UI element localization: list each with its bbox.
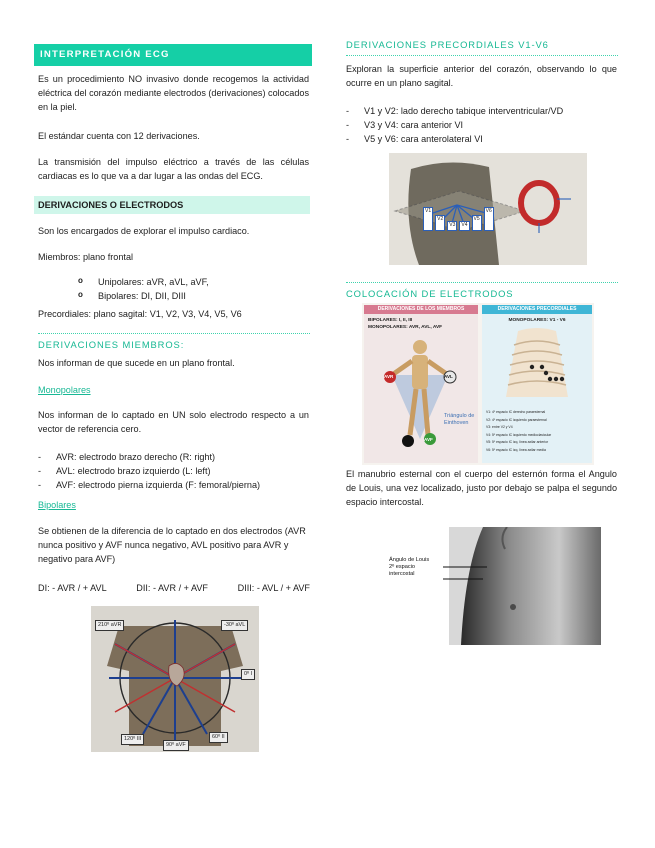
bipolares-item: o Bipolares: DI, DII, DIII <box>78 289 308 303</box>
avl-tag: AVL <box>444 374 453 379</box>
torso-v5: V5 <box>472 215 482 231</box>
legend-v6: V6: 5º espacio IC izq. línea axilar media <box>486 447 546 452</box>
legend-v1: V1: 4º espacio IC derecho paraesternal <box>486 410 546 414</box>
bipolares-text: Se obtienen de la diferencia de lo captado en dos electrodos (AVR nunca positivo y AVF nunca negativo, AVL positivo para AVR y negativo para AVF) <box>38 526 306 565</box>
louis-label: Ángulo de Louis <box>389 557 430 563</box>
page-title: INTERPRETACIÓN ECG <box>34 44 312 66</box>
louis-angle-photo <box>387 527 601 645</box>
intro-paragraph: Es un procedimiento NO invasivo donde recogemos la actividad eléctrica del corazón mediante electrodos (derivaciones) colocados en la piel. <box>38 74 309 113</box>
precordiales-plane-text: Precordiales: plano sagital: V1, V2, V3, V4, V5, V6 <box>38 309 242 319</box>
precordial-monopolar-text: MONOPOLARES: V1 - V6 <box>508 318 566 323</box>
monopolares-text: Nos informan de lo captado en UN solo electrodo respecto a un vector de referencia cero. <box>38 410 309 435</box>
v3-v4-item: - V3 y V4: cara anterior VI <box>346 118 618 132</box>
formula-diii: DIII: - AVL / + AVF <box>237 583 310 593</box>
monopolares-link[interactable]: Monopolares <box>38 385 91 395</box>
v3-dot <box>544 371 548 375</box>
precordiales-text: Exploran la superficie anterior del corazón, observando lo que ocurre en un plano sagital. <box>346 64 617 89</box>
torso-v3: V3 <box>447 221 457 231</box>
avr-item: - AVR: electrodo brazo derecho (R: right) <box>38 450 310 464</box>
limb-monopolar-text: MONOPOLARES: AVR, AVL, AVF <box>368 325 443 330</box>
miembros-text: Nos informan de que sucede en un plano frontal. <box>38 358 235 368</box>
label-90-avf: 90º aVF <box>163 740 189 751</box>
mannequin-svg <box>364 335 478 463</box>
photo-labels <box>389 557 429 575</box>
avl-item: - AVL: electrodo brazo izquierdo (L: left) <box>38 464 310 478</box>
ribcage-svg <box>488 327 586 401</box>
formula-dii: DII: - AVR / + AVF <box>136 583 208 593</box>
ground-electrode <box>402 435 414 447</box>
louis-angle-text: El manubrio esternal con el cuerpo del esternón forma el Angulo de Louis, una vez localizado, justo por debajo se palpa el segundo espacio intercostal. <box>346 469 617 508</box>
torso-lead-labels <box>423 207 494 231</box>
precordial-leads-list <box>346 104 618 146</box>
section-precordiales-heading: DERIVACIONES PRECORDIALES V1-V6 <box>346 38 618 56</box>
label-60-ii: 60º II <box>209 732 228 743</box>
nipple <box>510 604 516 610</box>
impulse-paragraph: La transmisión del impulso eléctrico a través de las células cardiacas es lo que va a dar lugar a las ondas del ECG. <box>38 157 309 182</box>
v5-v6-item: - V5 y V6: cara anterolateral VI <box>346 132 618 146</box>
legend-v3: V3: entre V2 y V4 <box>486 425 513 429</box>
avf-item: - AVF: electrodo pierna izquierda (F: femoral/pierna) <box>38 478 310 492</box>
label-120-iii: 120º III <box>121 734 144 745</box>
chest-profile <box>461 527 601 645</box>
limb-lead-types-list <box>78 275 308 303</box>
torso-v2: V2 <box>435 215 445 231</box>
v2-dot <box>540 365 544 369</box>
intercostal-label: intercostal <box>389 571 415 575</box>
legend-v2: V2: 4º espacio IC izquierdo paraesternal <box>486 417 547 422</box>
mannequin-head <box>413 340 427 354</box>
v1-dot <box>530 365 534 369</box>
hexaxial-diagram <box>91 606 259 752</box>
v5-dot <box>554 377 558 381</box>
precordial-legend <box>486 409 590 454</box>
label-neg30-avl: -30º aVL <box>221 620 248 631</box>
limb-leads-header: DERIVACIONES DE LOS MIEMBROS <box>364 305 478 314</box>
precordial-leads-panel <box>482 305 592 463</box>
v4-dot <box>548 377 552 381</box>
formula-di: DI: - AVR / + AVL <box>38 583 107 593</box>
electrodos-text: Son los encargados de explorar el impulso cardiaco. <box>38 226 250 236</box>
torso-v1: V1 <box>423 207 433 231</box>
torso-v4: V4 <box>459 221 469 231</box>
mannequin-body <box>412 355 428 389</box>
avf-tag: AVF <box>424 437 433 442</box>
avr-tag: AVR <box>384 374 394 379</box>
precordial-torso-image <box>389 153 587 265</box>
label-210-avr: 210º aVR <box>95 620 124 631</box>
torso-v6: V6 <box>484 207 494 231</box>
limb-bipolar-text: BIPOLARES: I, II, III <box>368 318 413 323</box>
section-miembros-heading: DERIVACIONES MIEMBROS: <box>38 333 310 353</box>
legend-v5: V5: 5º espacio IC izq. línea axilar anterior <box>486 440 549 444</box>
unipolares-item: o Unipolares: aVR, aVL, aVF, <box>78 275 308 289</box>
limb-leads-panel <box>364 305 478 463</box>
einthoven-label: Triángulo de Einthoven <box>444 413 475 426</box>
bipolar-formulas <box>38 581 310 595</box>
bipolares-link[interactable]: Bipolares <box>38 500 76 510</box>
v6-dot <box>560 377 564 381</box>
precordial-panel-header: DERIVACIONES PRECORDIALES <box>482 305 592 314</box>
photo-svg <box>387 527 601 645</box>
chest-shape <box>506 328 568 397</box>
mannequin-right-arm <box>392 361 412 375</box>
section-colocacion-heading: COLOCACIÓN DE ELECTRODOS <box>346 282 618 302</box>
space-label: 2º espacio <box>389 564 415 570</box>
label-0-i: 0º I <box>241 669 255 680</box>
v1-v2-item: - V1 y V2: lado derecho tabique interventricular/VD <box>346 104 618 118</box>
derivations-count-text: El estándar cuenta con 12 derivaciones. <box>38 131 200 141</box>
electrode-placement-illustration <box>362 303 594 465</box>
monopolar-leads-list <box>38 450 310 492</box>
legend-v4: V4: 5º espacio IC izquierdo medioclavicular <box>486 432 552 437</box>
heart-cross-section <box>521 183 557 223</box>
miembros-plane-text: Miembros: plano frontal <box>38 252 134 262</box>
section-electrodos-heading: DERIVACIONES O ELECTRODOS <box>34 196 310 214</box>
